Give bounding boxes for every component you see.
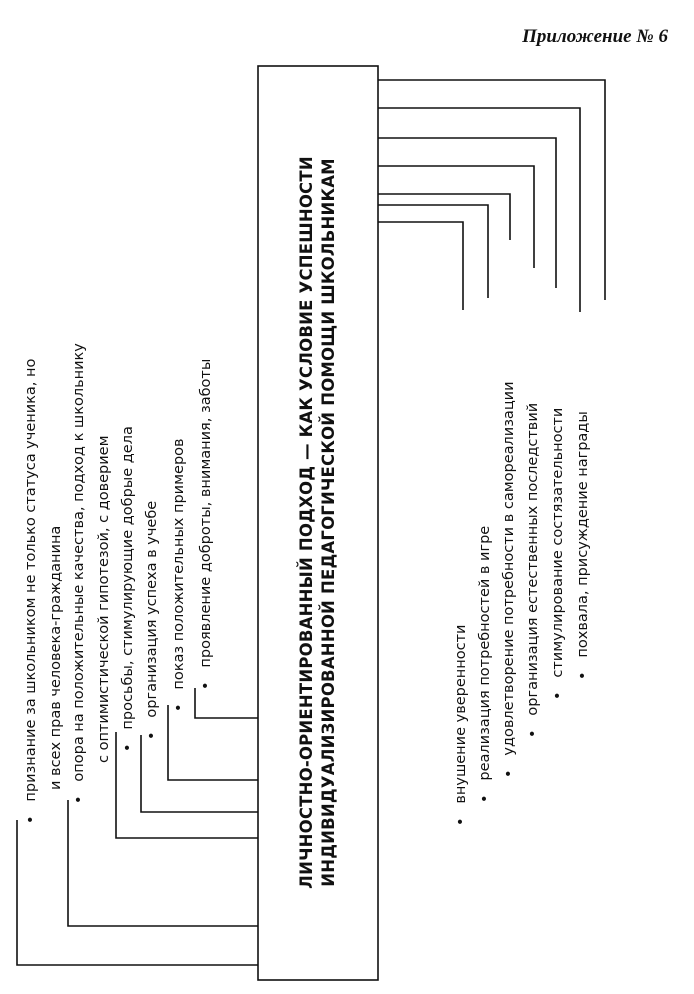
left-item-2-cont: с оптимистической гипотезой, с доверием [96,435,112,763]
left-item-3: • просьбы, стимулирующие добрые дела [120,426,136,752]
right-connector-6 [378,205,488,298]
bullet-icon: • [120,743,136,752]
right-connector-1 [378,80,605,300]
right-item-2: • реализация потребностей в игре [477,525,493,803]
left-item-4: • организация успеха в учебе [144,500,160,740]
bullet-icon: • [23,815,39,824]
right-item-5: • стимулирование состязательности [550,407,566,700]
left-connector-4 [141,735,258,812]
left-connector-3 [116,732,258,838]
bullet-icon: • [198,681,214,690]
bullet-icon: • [477,794,493,803]
left-item-5: • показ положительных примеров [171,438,187,712]
right-item-4: • организация естественных последствий [525,402,541,738]
center-title [296,70,340,975]
center-title-line-2: ИНДИВИДУАЛИЗИРОВАННОЙ ПЕДАГОГИЧЕСКОЙ ПОМОЩИ ШКОЛЬНИКАМ [319,158,338,887]
bullet-icon: • [525,729,541,738]
center-title-line-1: ЛИЧНОСТНО-ОРИЕНТИРОВАННЫЙ ПОДХОД — КАК УСЛОВИЕ УСПЕШНОСТИ [297,156,316,889]
right-item-3: • удовлетворение потребности в самореализации [501,381,517,778]
left-connector-1 [17,820,258,965]
left-item-2: • опора на положительные качества, подход к школьнику [71,343,87,804]
left-item-1: • признание за школьником не только статуса ученика, но [23,358,39,824]
left-connector-6 [195,688,258,718]
bullet-icon: • [550,691,566,700]
right-item-1: • внушение уверенности [453,624,469,826]
left-connector-5 [168,705,258,780]
bullet-icon: • [71,795,87,804]
appendix-label: Приложение № 6 [522,26,668,47]
left-connector-2 [68,800,258,926]
bullet-icon: • [144,731,160,740]
bullet-icon: • [575,671,591,680]
bullet-icon: • [453,817,469,826]
right-connector-7 [378,222,463,310]
right-item-6: • похвала, присуждение награды [575,411,591,680]
bullet-icon: • [171,703,187,712]
right-connector-5 [378,194,510,240]
left-item-6: • проявление доброты, внимания, заботы [198,358,214,690]
left-item-1-cont: и всех прав человека-гражданина [48,525,64,790]
right-connector-3 [378,138,556,288]
bullet-icon: • [501,769,517,778]
